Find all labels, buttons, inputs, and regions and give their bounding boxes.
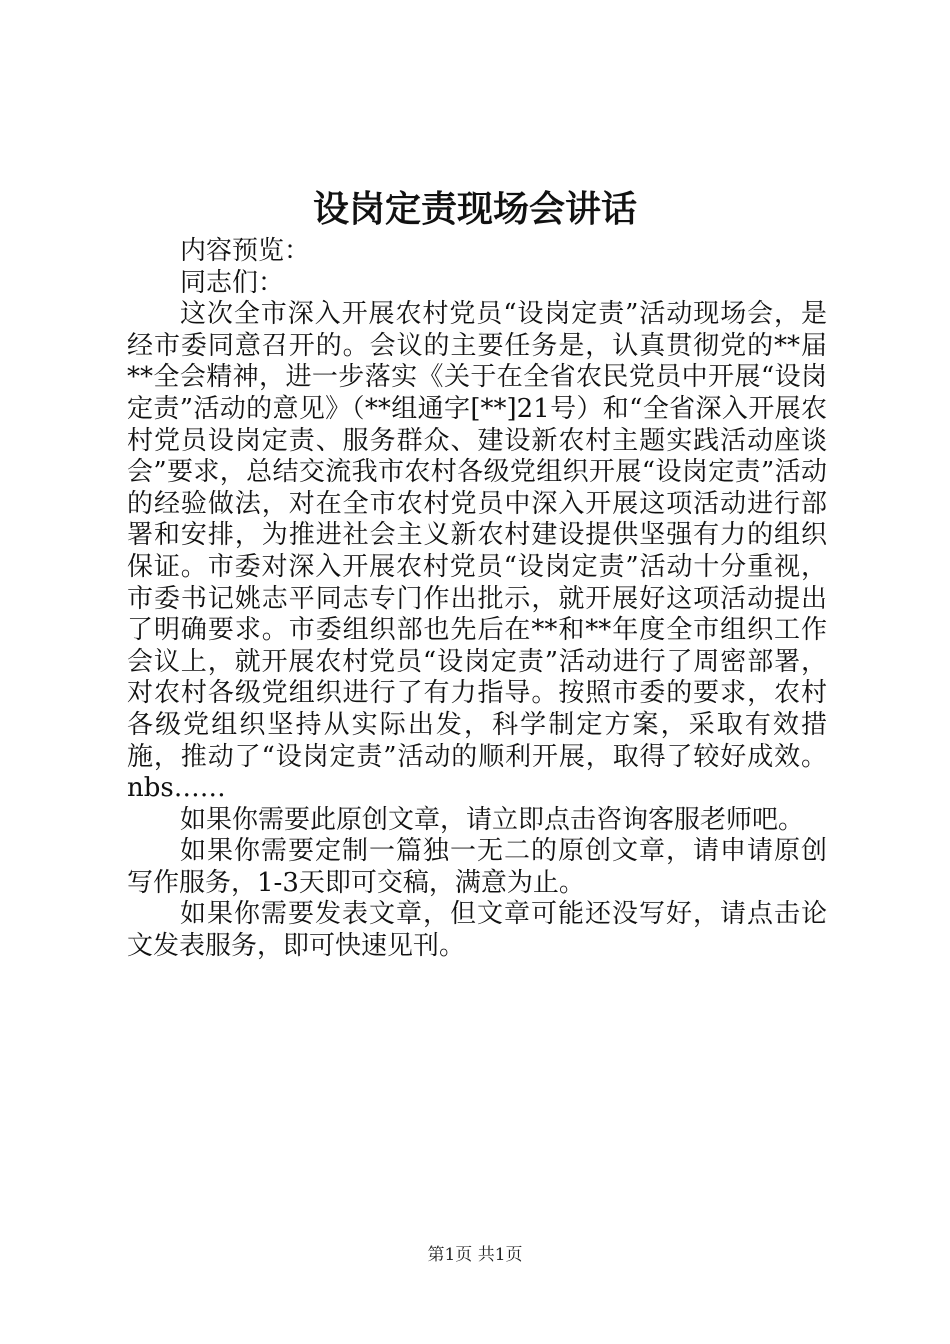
document-title: 设岗定责现场会讲话 bbox=[312, 188, 637, 230]
salutation: 同志们： bbox=[180, 267, 285, 298]
purchase-link-text[interactable]: 如果你需要此原创文章，请立即点击咨询客服老师吧。 bbox=[180, 804, 805, 835]
speech-paragraph: 这次全市深入开展农村党员“设岗定责”活动现场会，是经市委同意召开的。会议的主要任务是，认真贯彻党的**届**全会精神，进一步落实《关于在全省农民党员中开展“设岗定责”活动的意见》（**组通字[**]21号）和“全省深入开展农村党员设岗定责、服务群众、建设新农村主题实践活动座谈会”要求，总结交流我市农村各级党组织开展“设岗定责”活动的经验做法，对在全市农村党员中深入开展这项活动进行部署和安排，为推进社会主义新农村建设提供坚强有力的组织保证。市委对深入开展农村党员“设岗定责”活动十分重视，市委书记姚志平同志专门作出批示，就开展好这项活动提出了明确要求。市委组织部也先后在**和**年度全市组织工作会议上，就开展农村党员“设岗定责”活动进行了周密部署，对农村各级党组织进行了有力指导。按照市委的要求，农村各级党组织坚持从实际出发，科学制定方案，采取有效措施，推动了“设岗定责”活动的顺利开展，取得了较好成效。nbs…… bbox=[127, 299, 827, 804]
page-number-footer: 第1页 共1页 bbox=[427, 1245, 523, 1265]
publishing-link-text[interactable]: 如果你需要发表文章，但文章可能还没写好，请点击论文发表服务，即可快速见刊。 bbox=[127, 899, 827, 962]
preview-label: 内容预览： bbox=[180, 236, 311, 266]
document-body bbox=[127, 236, 827, 963]
custom-writing-link-text[interactable]: 如果你需要定制一篇独一无二的原创文章，请申请原创写作服务，1-3天即可交稿，满意为止。 bbox=[127, 836, 827, 898]
